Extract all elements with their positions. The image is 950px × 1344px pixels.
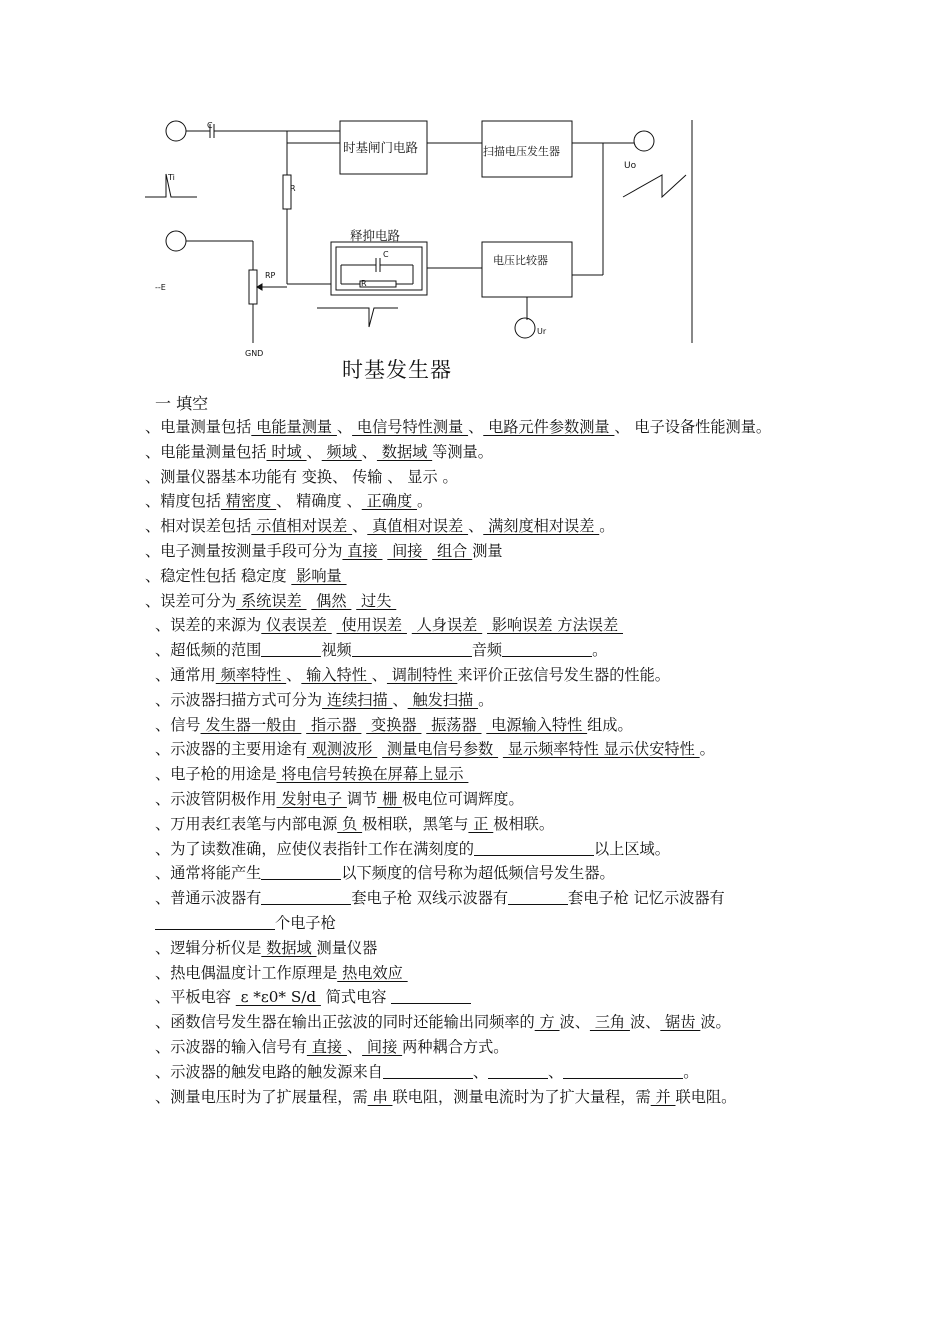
diagram-caption: 时基发生器	[342, 358, 452, 382]
question-text: 以下频度的信号称为超低频信号发生器。	[341, 864, 615, 883]
question-text: 、稳定性包括 稳定度	[145, 566, 292, 585]
question-text: 、 精确度 、	[276, 492, 362, 511]
question-text: 、	[286, 665, 302, 684]
question-text: 套电子枪 双线示波器有	[351, 889, 509, 908]
answer-text: 间接	[387, 541, 428, 560]
question-item	[145, 589, 813, 614]
answer-text: 满刻度相对误差	[483, 517, 600, 536]
question-text: 、	[306, 442, 322, 461]
answer-text: 使用误差	[336, 616, 407, 635]
answer-text: 时域	[266, 442, 307, 461]
question-text: 、	[548, 1062, 564, 1081]
answer-text: 频域	[321, 442, 362, 461]
question-text: 套电子枪 记忆示波器有	[568, 889, 725, 908]
question-text: 、精度包括	[145, 492, 221, 511]
answer-text: 电信号特性测量	[352, 418, 469, 436]
comparator-block	[482, 242, 572, 297]
question-text: 、示波器扫描方式可分为	[155, 690, 323, 709]
question-text: 、	[361, 442, 377, 461]
answer-text: 电路元件参数测量	[483, 418, 615, 436]
answer-blank	[261, 890, 351, 905]
question-text: 、电量测量包括	[145, 418, 252, 436]
question-text: 。	[599, 517, 615, 536]
question-text: 。	[699, 740, 715, 759]
question-text: 、	[468, 517, 484, 536]
question-item	[145, 1010, 813, 1035]
question-text: 、示波器的主要用途有	[155, 740, 307, 759]
question-text: 。	[592, 641, 608, 660]
answer-text: 系统误差	[236, 591, 307, 610]
answer-text: 触发扫描	[407, 690, 479, 709]
question-text: 、	[352, 517, 368, 536]
question-text: 、示波器的触发电路的触发源来自	[155, 1062, 383, 1081]
hold-block-label: 释抑电路	[350, 228, 401, 243]
question-text: 。	[416, 492, 433, 511]
ground-label: GND	[245, 349, 264, 358]
answer-text: 真值相对误差	[367, 517, 469, 536]
answer-text: 频率特性	[215, 665, 287, 684]
question-text: 简式电容	[320, 988, 392, 1007]
question-item	[145, 737, 813, 762]
question-item	[145, 886, 813, 936]
question-text: 、通常用	[155, 665, 216, 684]
answer-text: 方	[534, 1013, 560, 1032]
output-label: Uo	[624, 161, 637, 171]
question-item	[145, 961, 813, 986]
question-item	[145, 613, 813, 638]
output-terminal-circle	[634, 131, 654, 151]
question-text: 测量	[472, 541, 503, 560]
answer-text: 锯齿	[660, 1013, 701, 1032]
question-text: 、超低频的范围	[155, 641, 262, 660]
sweep-block-label: 扫描电压发生器	[483, 145, 560, 158]
question-text: 、误差可分为	[145, 591, 237, 610]
question-text: 极相联。	[493, 814, 554, 833]
question-text: 、函数信号发生器在输出正弦波的同时还能输出同频率的	[155, 1013, 535, 1032]
answer-text: 数据域	[376, 442, 433, 461]
question-text: 、通常将能产生	[155, 864, 262, 883]
question-text: 个电子枪	[275, 913, 336, 932]
answer-blank	[155, 915, 275, 930]
question-text: 、普通示波器有	[155, 889, 262, 908]
question-item	[145, 688, 813, 713]
question-text: 视频	[321, 641, 352, 660]
capacitor-top-label: C	[207, 121, 213, 130]
question-item	[145, 663, 813, 688]
question-item	[145, 465, 813, 490]
answer-text: 调制特性	[386, 665, 458, 684]
answer-blank	[261, 642, 321, 657]
potentiometer-label: RP	[265, 271, 276, 280]
question-item	[145, 440, 813, 465]
question-item	[145, 638, 813, 663]
question-item	[145, 489, 813, 514]
question-text: 、电子枪的用途是	[155, 765, 277, 784]
ref-voltage-label: Ur	[537, 327, 547, 336]
question-text: 以上区域。	[593, 839, 670, 858]
question-item	[145, 415, 813, 440]
comparator-block-label: 电压比较器	[493, 254, 548, 267]
question-text: 、热电偶温度计工作原理是	[155, 963, 338, 982]
question-text: 、为了读数准确，应使仪表指针工作在满刻度的	[155, 839, 474, 858]
question-text: 、电能量测量包括	[145, 442, 267, 461]
answer-blank	[391, 989, 471, 1004]
answer-text: 发射电子	[276, 789, 347, 808]
question-text: 波。	[700, 1013, 731, 1032]
question-text: 、	[346, 1037, 363, 1056]
answer-text: 振荡器	[426, 715, 482, 734]
question-text: 音频	[471, 641, 503, 660]
question-item	[145, 861, 813, 886]
answer-text: 负	[337, 814, 363, 833]
answer-text: 数据域	[261, 938, 317, 957]
question-text: 、相对误差包括	[145, 517, 252, 536]
potentiometer-rp	[249, 270, 257, 304]
question-text: 等测量。	[432, 442, 493, 461]
answer-text: 仪表误差	[261, 616, 332, 635]
question-text: 调节	[346, 789, 378, 808]
question-text: 来评价正弦信号发生器的性能。	[457, 665, 670, 684]
question-item	[145, 1060, 813, 1085]
answer-text: 间接	[362, 1037, 403, 1056]
question-text: 组成。	[587, 715, 633, 734]
question-text: 、误差的来源为	[155, 616, 262, 635]
answer-text: 过失	[356, 591, 397, 610]
question-text: 、测量电压时为了扩展量程，需	[155, 1087, 368, 1106]
question-text: 、	[468, 418, 484, 436]
answer-text: 正	[468, 814, 494, 833]
answer-text: 测量电信号参数	[382, 740, 499, 759]
question-item	[145, 936, 813, 961]
question-item	[145, 762, 813, 787]
question-text: 、逻辑分析仪是	[155, 938, 262, 957]
question-text: 、	[392, 690, 408, 709]
question-text: 两种耦合方式。	[402, 1037, 509, 1056]
answer-text: 发生器一般由	[200, 715, 302, 734]
answer-text: 栅	[377, 789, 403, 808]
answer-blank	[352, 642, 472, 657]
timebase-circuit-diagram	[0, 0, 950, 390]
answer-text: 连续扫描	[322, 690, 393, 709]
question-text: 波、	[629, 1013, 661, 1032]
input-pulse-label: Ti	[168, 173, 175, 182]
answer-text: 影响误差 方法误差	[487, 616, 623, 635]
question-text: 联电阻。	[675, 1087, 737, 1106]
answer-text: 人身误差	[411, 616, 483, 635]
question-item	[145, 539, 813, 564]
answer-text: 示值相对误差	[251, 517, 353, 536]
question-text: 、平板电容	[155, 988, 236, 1007]
question-text: 、	[472, 1062, 488, 1081]
answer-text: 正确度	[361, 492, 417, 511]
question-text: 、电子测量按测量手段可分为	[145, 541, 343, 560]
resistor-r-label: R	[290, 184, 296, 193]
answer-blank	[502, 642, 592, 657]
answer-text: ε *ε0* S/d	[235, 988, 321, 1007]
question-item	[145, 812, 813, 837]
answer-text: 影响量	[291, 566, 347, 585]
answer-text: 组合	[432, 541, 473, 560]
question-text: 、	[336, 418, 353, 436]
answer-text: 并	[650, 1087, 676, 1106]
question-item	[145, 713, 813, 738]
question-text: 极电位可调辉度。	[402, 789, 524, 808]
answer-blank	[508, 890, 568, 905]
gate-block-label: 时基闸门电路	[343, 140, 419, 155]
answer-text: 精密度	[220, 492, 277, 511]
question-item	[145, 985, 813, 1010]
question-text: 。	[683, 1062, 699, 1081]
question-text: 、示波管阴极作用	[155, 789, 277, 808]
answer-text: 串	[367, 1087, 393, 1106]
question-text: 联电阻，测量电流时为了扩大量程，需	[392, 1087, 651, 1106]
inner-r-label: R	[361, 279, 367, 288]
answer-blank	[474, 841, 594, 856]
answer-text: 电源输入特性	[486, 715, 588, 734]
question-item	[145, 1085, 813, 1110]
question-text: 、 电子设备性能测量。	[614, 418, 772, 436]
answer-text: 输入特性	[301, 665, 372, 684]
answer-blank	[563, 1064, 683, 1079]
answer-text: 三角	[589, 1013, 630, 1032]
answer-text: 将电信号转换在屏幕上显示	[276, 765, 469, 784]
answer-text: 热电效应	[337, 963, 408, 982]
answer-text: 显示频率特性 显示伏安特性	[502, 740, 700, 759]
question-item	[145, 837, 813, 862]
answer-blank	[261, 865, 341, 880]
answer-text: 观测波形	[306, 740, 378, 759]
input-terminal-circle	[166, 121, 186, 141]
lower-input-terminal-circle	[166, 231, 186, 251]
question-item	[145, 514, 813, 539]
inner-c-label: C	[383, 250, 389, 259]
question-text: 、信号	[155, 715, 201, 734]
question-list	[145, 415, 813, 1109]
question-text: 测量仪器	[316, 938, 378, 957]
answer-text: 直接	[342, 541, 383, 560]
question-item	[145, 564, 813, 589]
answer-text: 直接	[306, 1037, 347, 1056]
question-text: 、万用表红表笔与内部电源	[155, 814, 338, 833]
answer-text: 偶然	[311, 591, 352, 610]
question-item	[145, 787, 813, 812]
question-text: 波、	[559, 1013, 590, 1032]
question-text: 、示波器的输入信号有	[155, 1037, 307, 1056]
question-text: 极相联，黑笔与	[362, 814, 469, 833]
neg-supply-label: --E	[155, 283, 166, 292]
answer-text: 变换器	[366, 715, 422, 734]
answer-blank	[383, 1064, 473, 1079]
answer-text: 电能量测量	[251, 418, 337, 436]
question-item	[145, 1035, 813, 1060]
ref-terminal-circle	[515, 318, 535, 338]
answer-blank	[488, 1064, 548, 1079]
section-title: 一 填空	[155, 394, 209, 413]
question-text: 、测量仪器基本功能有 变换、 传输 、 显示 。	[145, 467, 458, 486]
answer-text: 指示器	[306, 715, 362, 734]
question-text: 、	[371, 665, 387, 684]
question-text: 。	[478, 690, 494, 709]
